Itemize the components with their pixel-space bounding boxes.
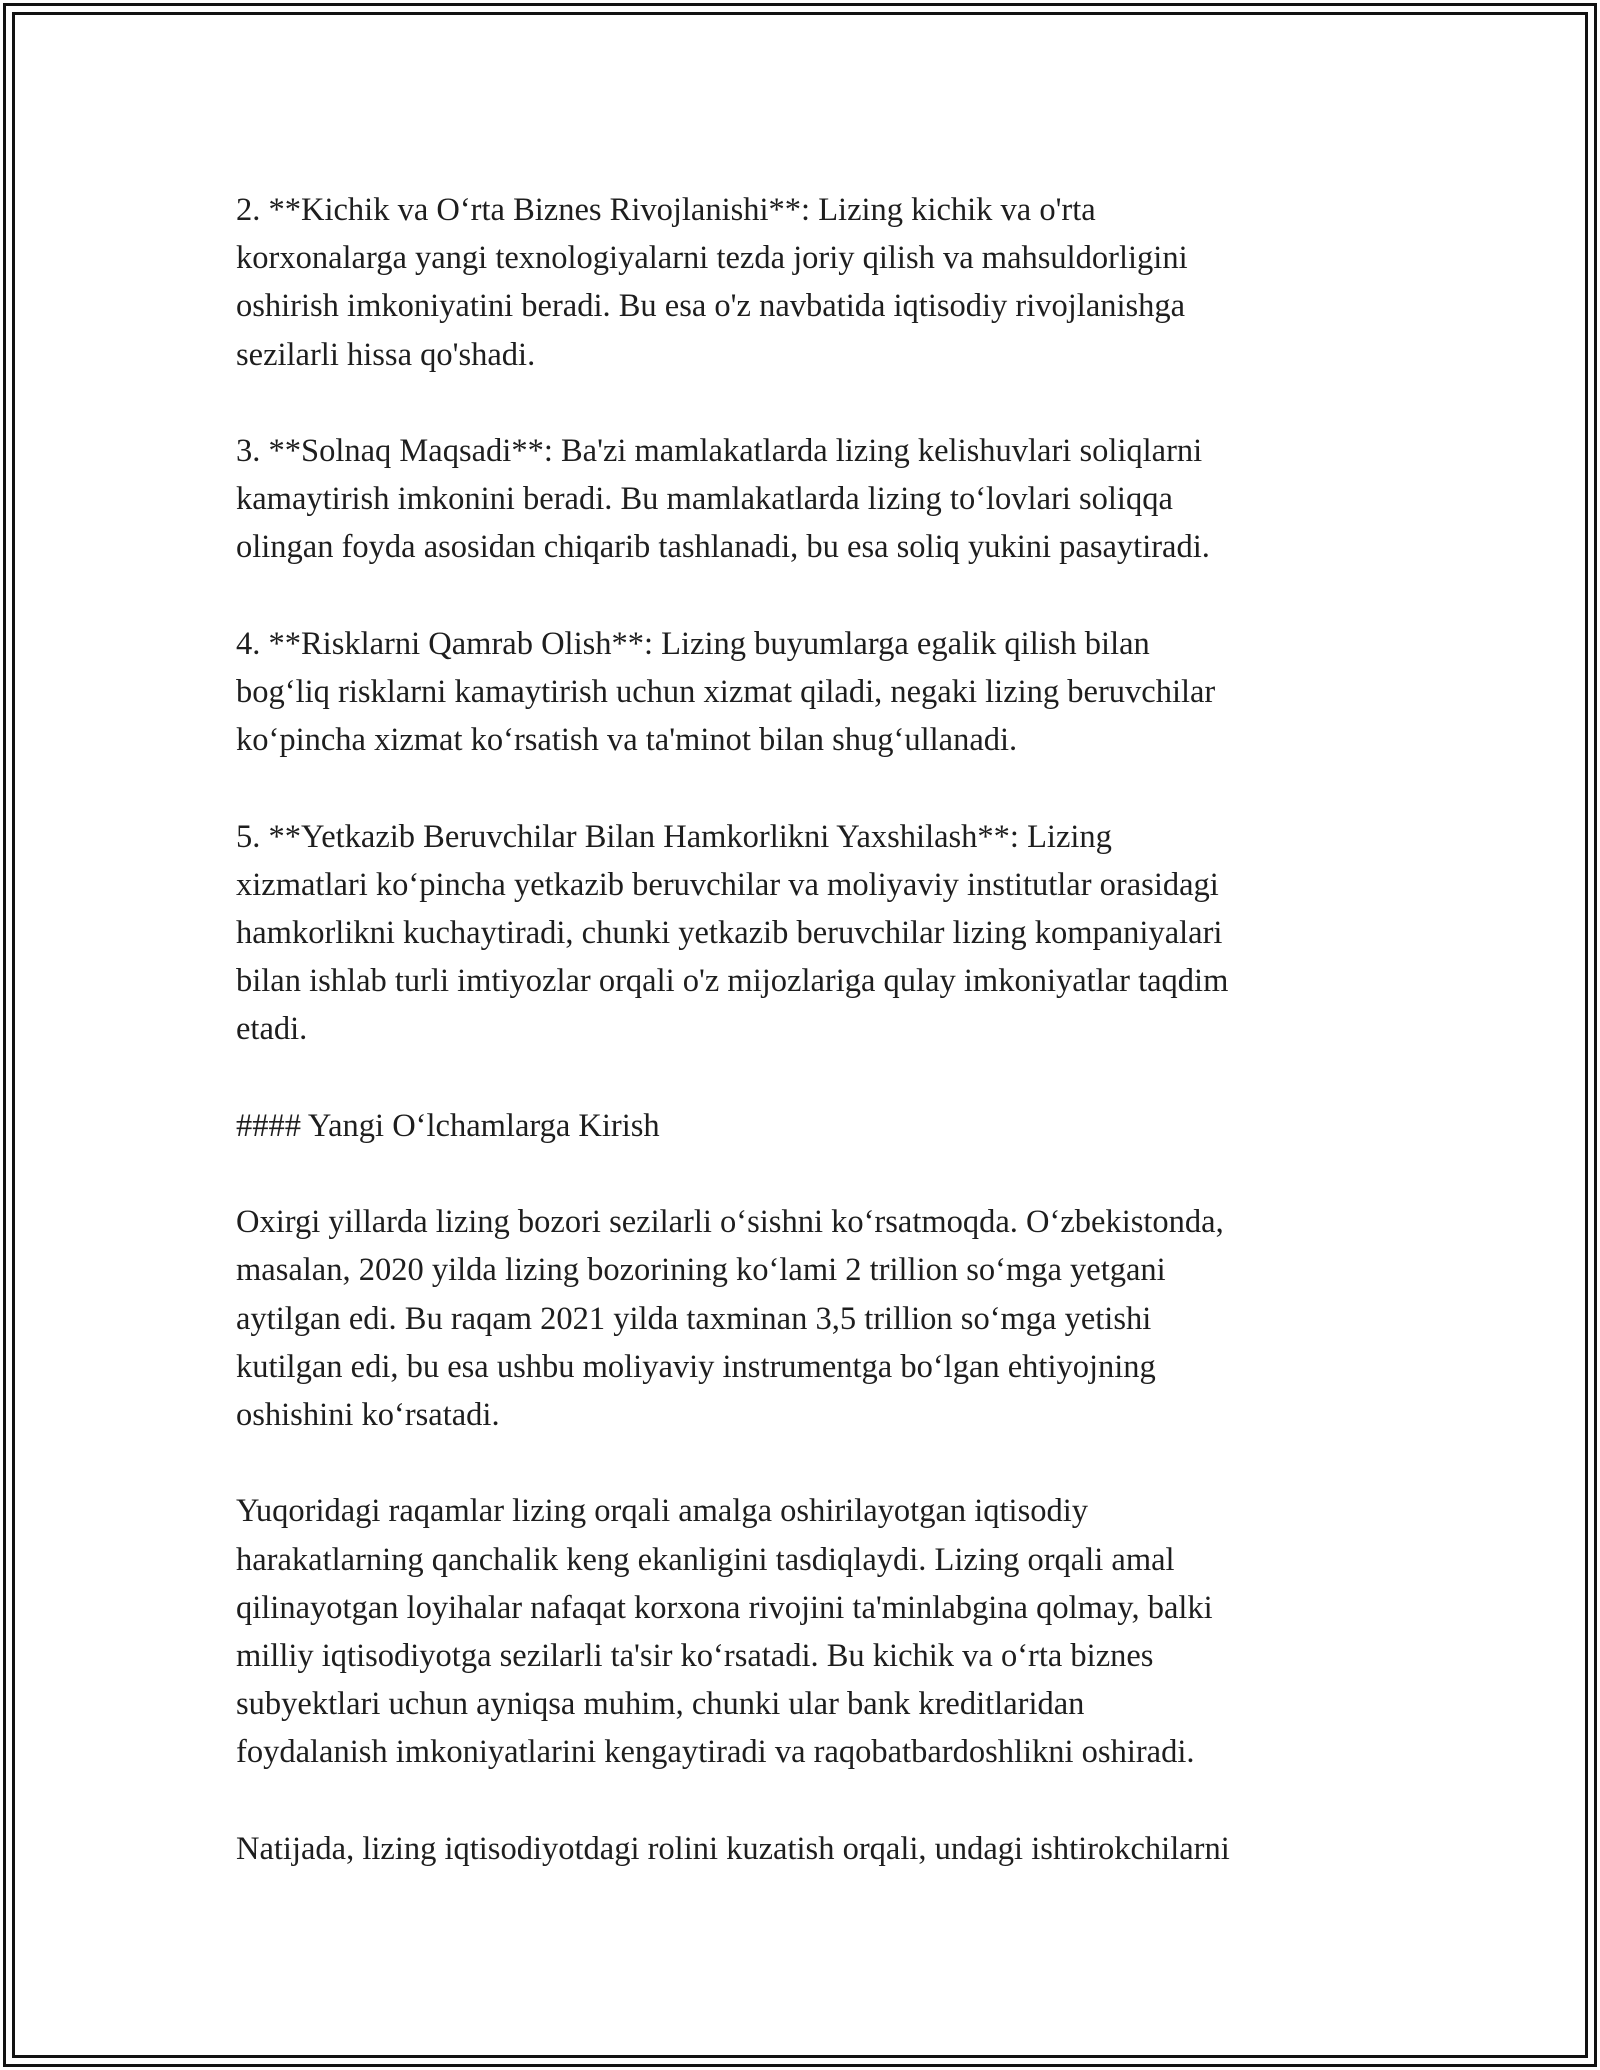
heading-text: #### Yangi O‘lchamlarga Kirish xyxy=(236,1107,660,1144)
text-line: qilinayotgan loyihalar nafaqat korxona rivojini ta'minlabgina qolmay, balki xyxy=(236,1589,1213,1626)
text-line: bilan ishlab turli imtiyozlar orqali o'z mijozlariga qulay imkoniyatlar taqdim xyxy=(236,963,1229,1000)
text-line: xizmatlari ko‘pincha yetkazib beruvchilar va moliyaviy institutlar orasidagi xyxy=(236,866,1219,903)
document-body xyxy=(236,186,1386,1921)
text-line: hamkorlikni kuchaytiradi, chunki yetkazib beruvchilar lizing kompaniyalari xyxy=(236,915,1223,951)
paragraph-market-growth xyxy=(236,1198,1386,1439)
text-line: harakatlarning qanchalik keng ekanligini tasdiqlaydi. Lizing orqali amal xyxy=(236,1541,1175,1578)
paragraph-item-5 xyxy=(236,813,1386,1054)
text-line: 4. **Risklarni Qamrab Olish**: Lizing buyumlarga egalik qilish bilan xyxy=(236,625,1150,662)
text-line: Yuqoridagi raqamlar lizing orqali amalga oshirilayotgan iqtisodiy xyxy=(236,1493,1089,1530)
text-line: Oxirgi yillarda lizing bozori sezilarli o‘sishni ko‘rsatmoqda. O‘zbekistonda, xyxy=(236,1204,1224,1241)
text-line: aytilgan edi. Bu raqam 2021 yilda taxminan 3,5 trillion so‘mga yetishi xyxy=(236,1300,1152,1337)
text-line: 2. **Kichik va O‘rta Biznes Rivojlanishi**: Lizing kichik va o'rta xyxy=(236,192,1096,228)
text-line: subyektlari uchun ayniqsa muhim, chunki ular bank kreditlaridan xyxy=(236,1686,1085,1723)
text-line: kutilgan edi, bu esa ushbu moliyaviy instrumentga bo‘lgan ehtiyojning xyxy=(236,1348,1156,1385)
text-line: korxonalarga yangi texnologiyalarni tezda joriy qilish va mahsuldorligini xyxy=(236,240,1188,277)
text-line: olingan foyda asosidan chiqarib tashlanadi, bu esa soliq yukini pasaytiradi. xyxy=(236,529,1210,566)
paragraph-conclusion xyxy=(236,1825,1386,1873)
text-line: 3. **Solnaq Maqsadi**: Ba'zi mamlakatlarda lizing kelishuvlari soliqlarni xyxy=(236,433,1203,469)
section-heading xyxy=(236,1102,1386,1150)
paragraph-item-4 xyxy=(236,620,1386,765)
paragraph-item-3 xyxy=(236,427,1386,572)
text-line: Natijada, lizing iqtisodiyotdagi rolini kuzatish orqali, undagi ishtirokchilarni xyxy=(236,1830,1230,1867)
text-line: milliy iqtisodiyotga sezilarli ta'sir ko‘rsatadi. Bu kichik va o‘rta biznes xyxy=(236,1638,1154,1674)
text-line: foydalanish imkoniyatlarini kengaytiradi va raqobatbardoshlikni oshiradi. xyxy=(236,1734,1195,1771)
text-line: oshirish imkoniyatini beradi. Bu esa o'z navbatida iqtisodiy rivojlanishga xyxy=(236,288,1186,325)
text-line: ko‘pincha xizmat ko‘rsatish va ta'minot bilan shug‘ullanadi. xyxy=(236,722,1018,759)
paragraph-figures-confirm xyxy=(236,1487,1386,1776)
text-line: sezilarli hissa qo'shadi. xyxy=(236,336,536,373)
text-line: etadi. xyxy=(236,1011,308,1048)
text-line: masalan, 2020 yilda lizing bozorining ko‘lami 2 trillion so‘mga yetgani xyxy=(236,1252,1166,1289)
text-line: bog‘liq risklarni kamaytirish uchun xizmat qiladi, negaki lizing beruvchilar xyxy=(236,674,1216,710)
text-line: 5. **Yetkazib Beruvchilar Bilan Hamkorlikni Yaxshilash**: Lizing xyxy=(236,818,1112,855)
text-line: oshishini ko‘rsatadi. xyxy=(236,1397,500,1433)
text-line: kamaytirish imkonini beradi. Bu mamlakatlarda lizing to‘lovlari soliqqa xyxy=(236,481,1173,518)
paragraph-item-2 xyxy=(236,186,1386,379)
